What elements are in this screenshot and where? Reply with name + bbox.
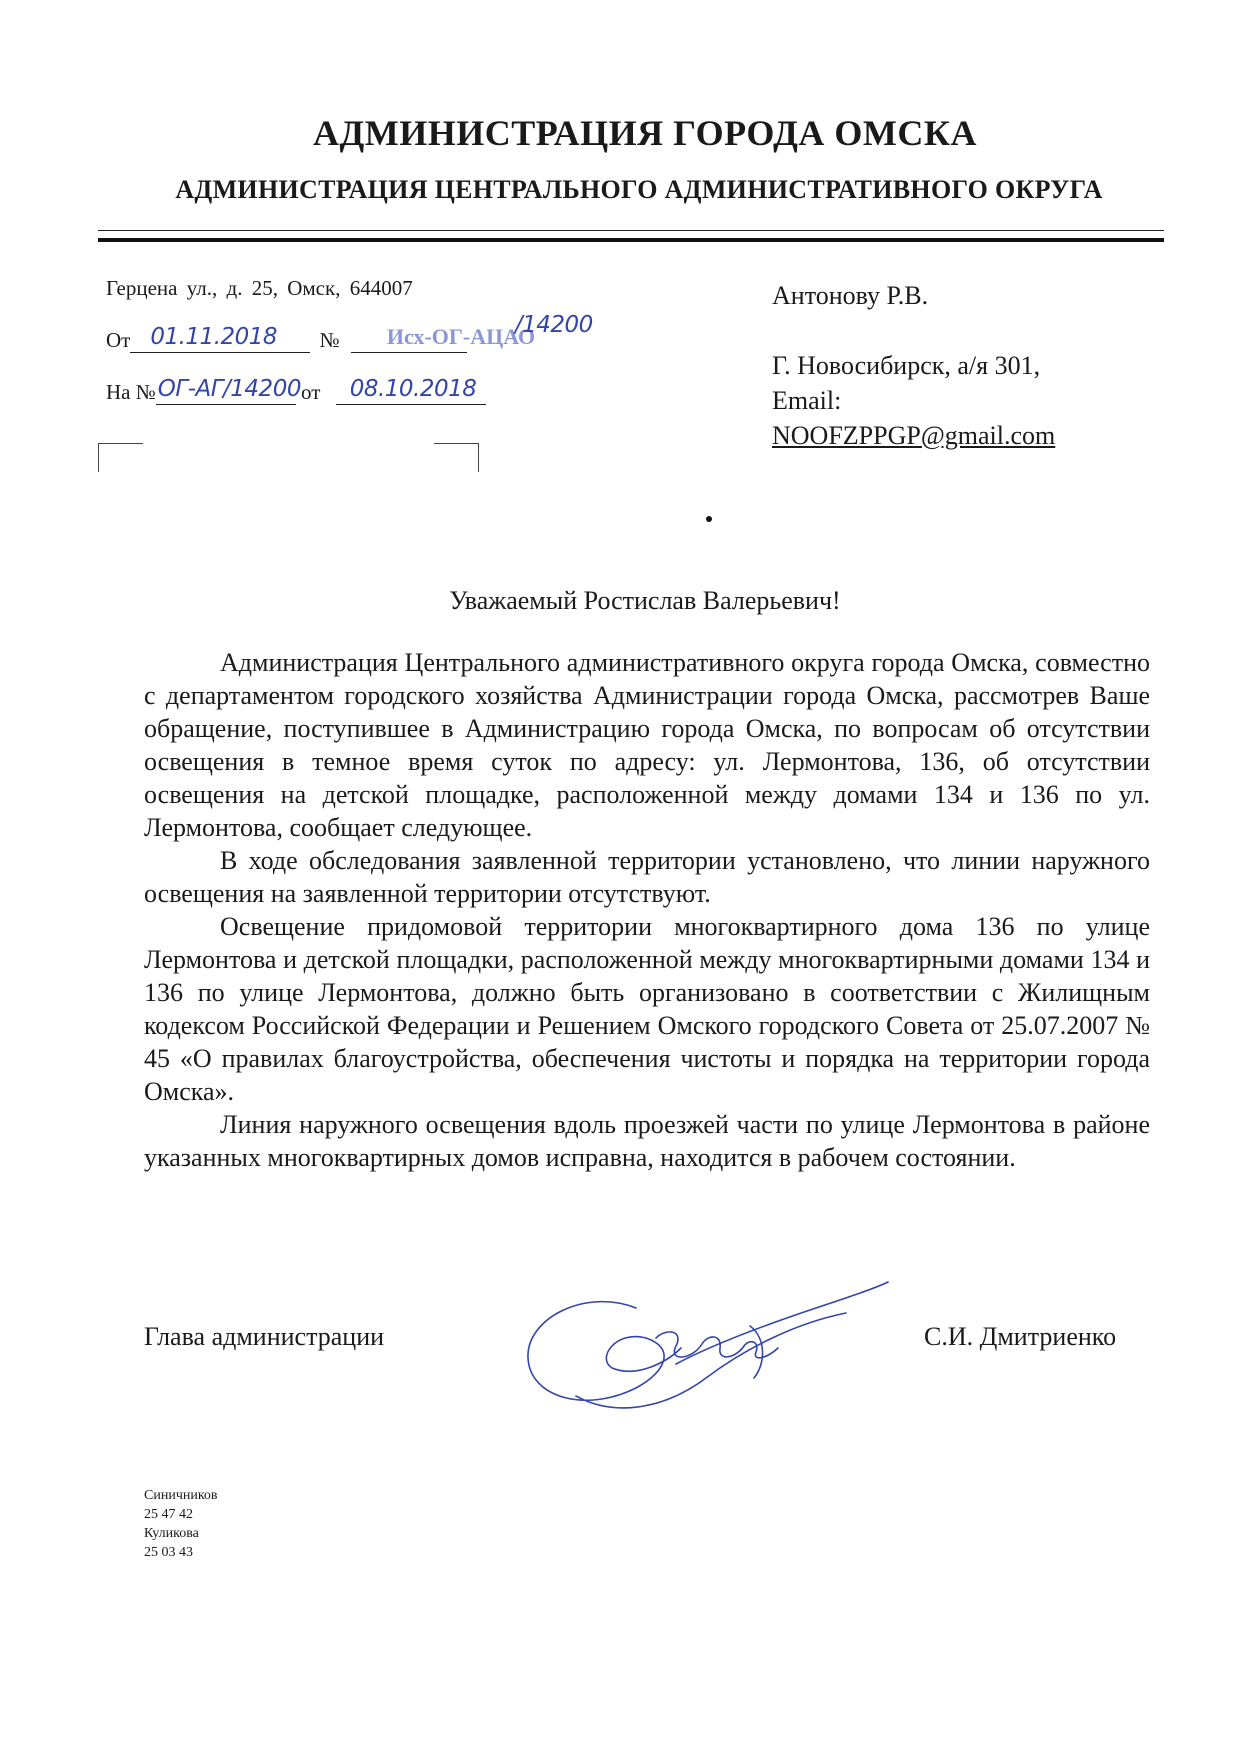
paragraph-4: Линия наружного освещения вдоль проезжей части по улице Лермонтова в районе указанных многоквартирных домов исправна, находится в рабочем состоянии.: [144, 1110, 1150, 1172]
out-number-handwritten: /14200: [514, 312, 593, 338]
executor-1-phone: 25 47 42: [144, 1507, 193, 1522]
header-rule-thin: [98, 230, 1164, 231]
signatory-name: С.И. Дмитриенко: [924, 1322, 1117, 1351]
address-bracket-left: [98, 443, 143, 472]
ref-date-label: от: [301, 380, 321, 404]
out-number-stamp: Исх-ОГ-АЦАО: [386, 324, 536, 349]
ink-dot: [706, 516, 712, 522]
recipient-address: Г. Новосибирск, а/я 301,: [772, 351, 1041, 380]
number-label: №: [319, 328, 340, 352]
from-label: От: [106, 328, 131, 352]
address-bracket-right: [434, 443, 479, 472]
header-rule-thick: [98, 238, 1164, 242]
org-subtitle: АДМИНИСТРАЦИЯ ЦЕНТРАЛЬНОГО АДМИНИСТРАТИВНОГО ОКРУГА: [175, 175, 1103, 204]
ref-number-label: На №: [106, 380, 156, 404]
out-number-field: [351, 312, 593, 353]
ref-number-handwritten: ОГ-АГ/14200: [157, 376, 301, 402]
from-date-field: [130, 326, 310, 353]
recipient-email[interactable]: NOOFZPPGP@gmail.com: [772, 421, 1056, 450]
paragraph-3: Освещение придомовой территории многоквартирного дома 136 по улице Лермонтова и детской площадки, расположенной между многоквартирными домами 134 и 136 по улице Лермонтова, должно быть организовано в соответствии с Жилищным кодексом Российской Федерации и Решением Омского городского Совета от 25.07.2007 № 45 «О правилах благоустройства, обеспечения чистоты и порядка на территории города Омска».: [144, 912, 1150, 1106]
executor-2-name: Куликова: [144, 1526, 199, 1541]
executors-block: [144, 1486, 218, 1562]
recipient-block: [772, 278, 1055, 453]
ref-date-field: [336, 378, 486, 405]
executor-1-name: Синичников: [144, 1488, 218, 1503]
handwritten-signature: [516, 1268, 896, 1428]
paragraph-2: В ходе обследования заявленной территории установлено, что линии наружного освещения на заявленной территории отсутствуют.: [144, 846, 1150, 908]
org-title: АДМИНИСТРАЦИЯ ГОРОДА ОМСКА: [313, 113, 977, 153]
letter-body: [144, 646, 1150, 1174]
outgoing-line: [106, 312, 593, 353]
ref-number-field: [156, 376, 301, 405]
greeting: Уважаемый Ростислав Валерьевич!: [449, 586, 841, 615]
paragraph-1: Администрация Центрального административного округа города Омска, совместно с департаментом городского хозяйства Администрации города Омска, рассмотрев Ваше обращение, поступившее в Администрацию города Омска, по вопросам об отсутствии освещения в темное время суток по адресу: ул. Лермонтова, 136, об отсутствии освещения на детской площадке, расположенной между домами 134 и 136 по ул. Лермонтова, сообщает следующее.: [144, 648, 1150, 842]
sender-address: Герцена ул., д. 25, Омск, 644007: [106, 276, 413, 300]
from-date-handwritten: 01.11.2018: [150, 324, 278, 350]
executor-2-phone: 25 03 43: [144, 1545, 193, 1560]
signatory-position: Глава администрации: [144, 1322, 385, 1351]
ref-date-handwritten: 08.10.2018: [349, 376, 477, 402]
recipient-name: Антонову Р.В.: [772, 281, 929, 310]
recipient-email-label: Email:: [772, 386, 842, 415]
reference-line: [106, 378, 486, 405]
